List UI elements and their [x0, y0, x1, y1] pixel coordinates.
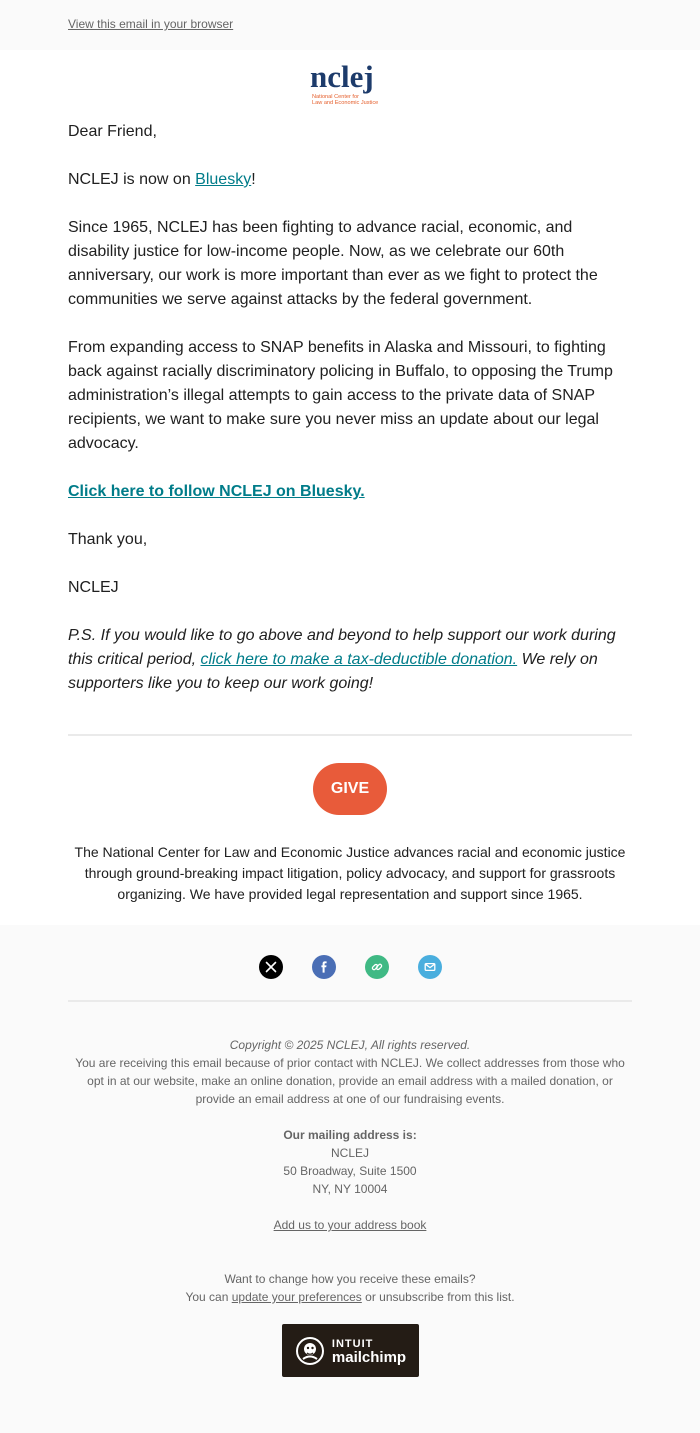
logo-wordmark: nclej [310, 59, 374, 94]
give-button[interactable]: GIVE [313, 763, 387, 815]
logo-line2: Law and Economic Justice [312, 100, 379, 106]
follow-bluesky-link[interactable]: Click here to follow NCLEJ on Bluesky. [68, 483, 365, 500]
email-icon[interactable] [418, 955, 442, 979]
logo-line1: National Center for [312, 94, 359, 100]
social-icons [0, 955, 700, 979]
address-book-link[interactable]: Add us to your address book [273, 1218, 427, 1232]
greeting: Dear Friend, [68, 123, 157, 140]
address-street: 50 Broadway, Suite 1500 [283, 1164, 417, 1178]
link-icon[interactable] [365, 955, 389, 979]
announcement-suffix: ! [251, 171, 256, 188]
mailchimp-badge[interactable] [282, 1324, 419, 1377]
donation-link[interactable]: click here to make a tax-deductible donation. [200, 651, 518, 668]
logo-container [0, 50, 700, 120]
update-preferences-link[interactable]: update your preferences [231, 1290, 362, 1304]
change-question: Want to change how you receive these emails? [224, 1272, 476, 1286]
ps-prefix: P.S. If you would like to go above and beyond to help support our work during this critical period, [68, 627, 616, 668]
copyright: Copyright © 2025 NCLEJ, All rights reserved. [229, 1038, 471, 1052]
mailchimp-text: mailchimp [331, 1348, 407, 1366]
address-name: NCLEJ [330, 1146, 369, 1160]
mailing-address-label: Our mailing address is: [283, 1128, 417, 1142]
freddie-icon [294, 1335, 326, 1367]
nclej-logo[interactable] [310, 59, 390, 109]
subscription-reason: You are receiving this email because of prior contact with NCLEJ. We collect addresses from those who opt in at our website, make an online donation, provide an email address with a mailed donation, or provide an email address at one of our fundraising events. [75, 1056, 625, 1106]
ps-suffix: We rely on supporters like you to keep our work going! [68, 651, 598, 692]
mailchimp-wordmark [332, 1337, 406, 1365]
intuit-text: INTUIT [331, 1337, 374, 1350]
footer-text [0, 1002, 700, 1306]
footer [0, 925, 700, 1377]
bluesky-announcement [68, 168, 632, 192]
x-icon[interactable] [259, 955, 283, 979]
advocacy-paragraph: From expanding access to SNAP benefits in Alaska and Missouri, to fighting back against racially discriminatory policing in Buffalo, to opposing the Trump administration’s illegal attempts to gain access to the private data of SNAP recipients, we want to make sure you never miss an update about our legal advocacy. [68, 339, 613, 452]
address-city: NY, NY 10004 [312, 1182, 388, 1196]
preferences-suffix: or unsubscribe from this list. [361, 1290, 515, 1304]
mission-statement: The National Center for Law and Economic Justice advances racial and economic justice through ground-breaking impact litigation, policy advocacy, and support for grassroots organizing. We have provided legal representation and support since 1965. [74, 844, 626, 902]
give-container [0, 736, 700, 815]
preferences-line [68, 1288, 632, 1306]
mailchimp-badge-container [0, 1306, 700, 1377]
signature: NCLEJ [68, 579, 119, 596]
announcement-prefix: NCLEJ is now on [68, 171, 196, 188]
preferences-prefix: You can [185, 1290, 232, 1304]
history-paragraph: Since 1965, NCLEJ has been fighting to advance racial, economic, and disability justice for low-income people. Now, as we celebrate our 60th anniversary, our work is more important than ever as we fight to protect the communities we serve against attacks by the federal government. [68, 219, 598, 308]
thanks-text: Thank you, [68, 531, 148, 548]
facebook-icon[interactable] [312, 955, 336, 979]
email-body [0, 50, 700, 925]
bluesky-link[interactable]: Bluesky [195, 171, 252, 188]
message-content [0, 120, 700, 696]
ps-paragraph [68, 624, 632, 696]
view-in-browser-link[interactable]: View this email in your browser [68, 17, 234, 31]
follow-cta [68, 480, 632, 504]
preheader [0, 0, 700, 50]
